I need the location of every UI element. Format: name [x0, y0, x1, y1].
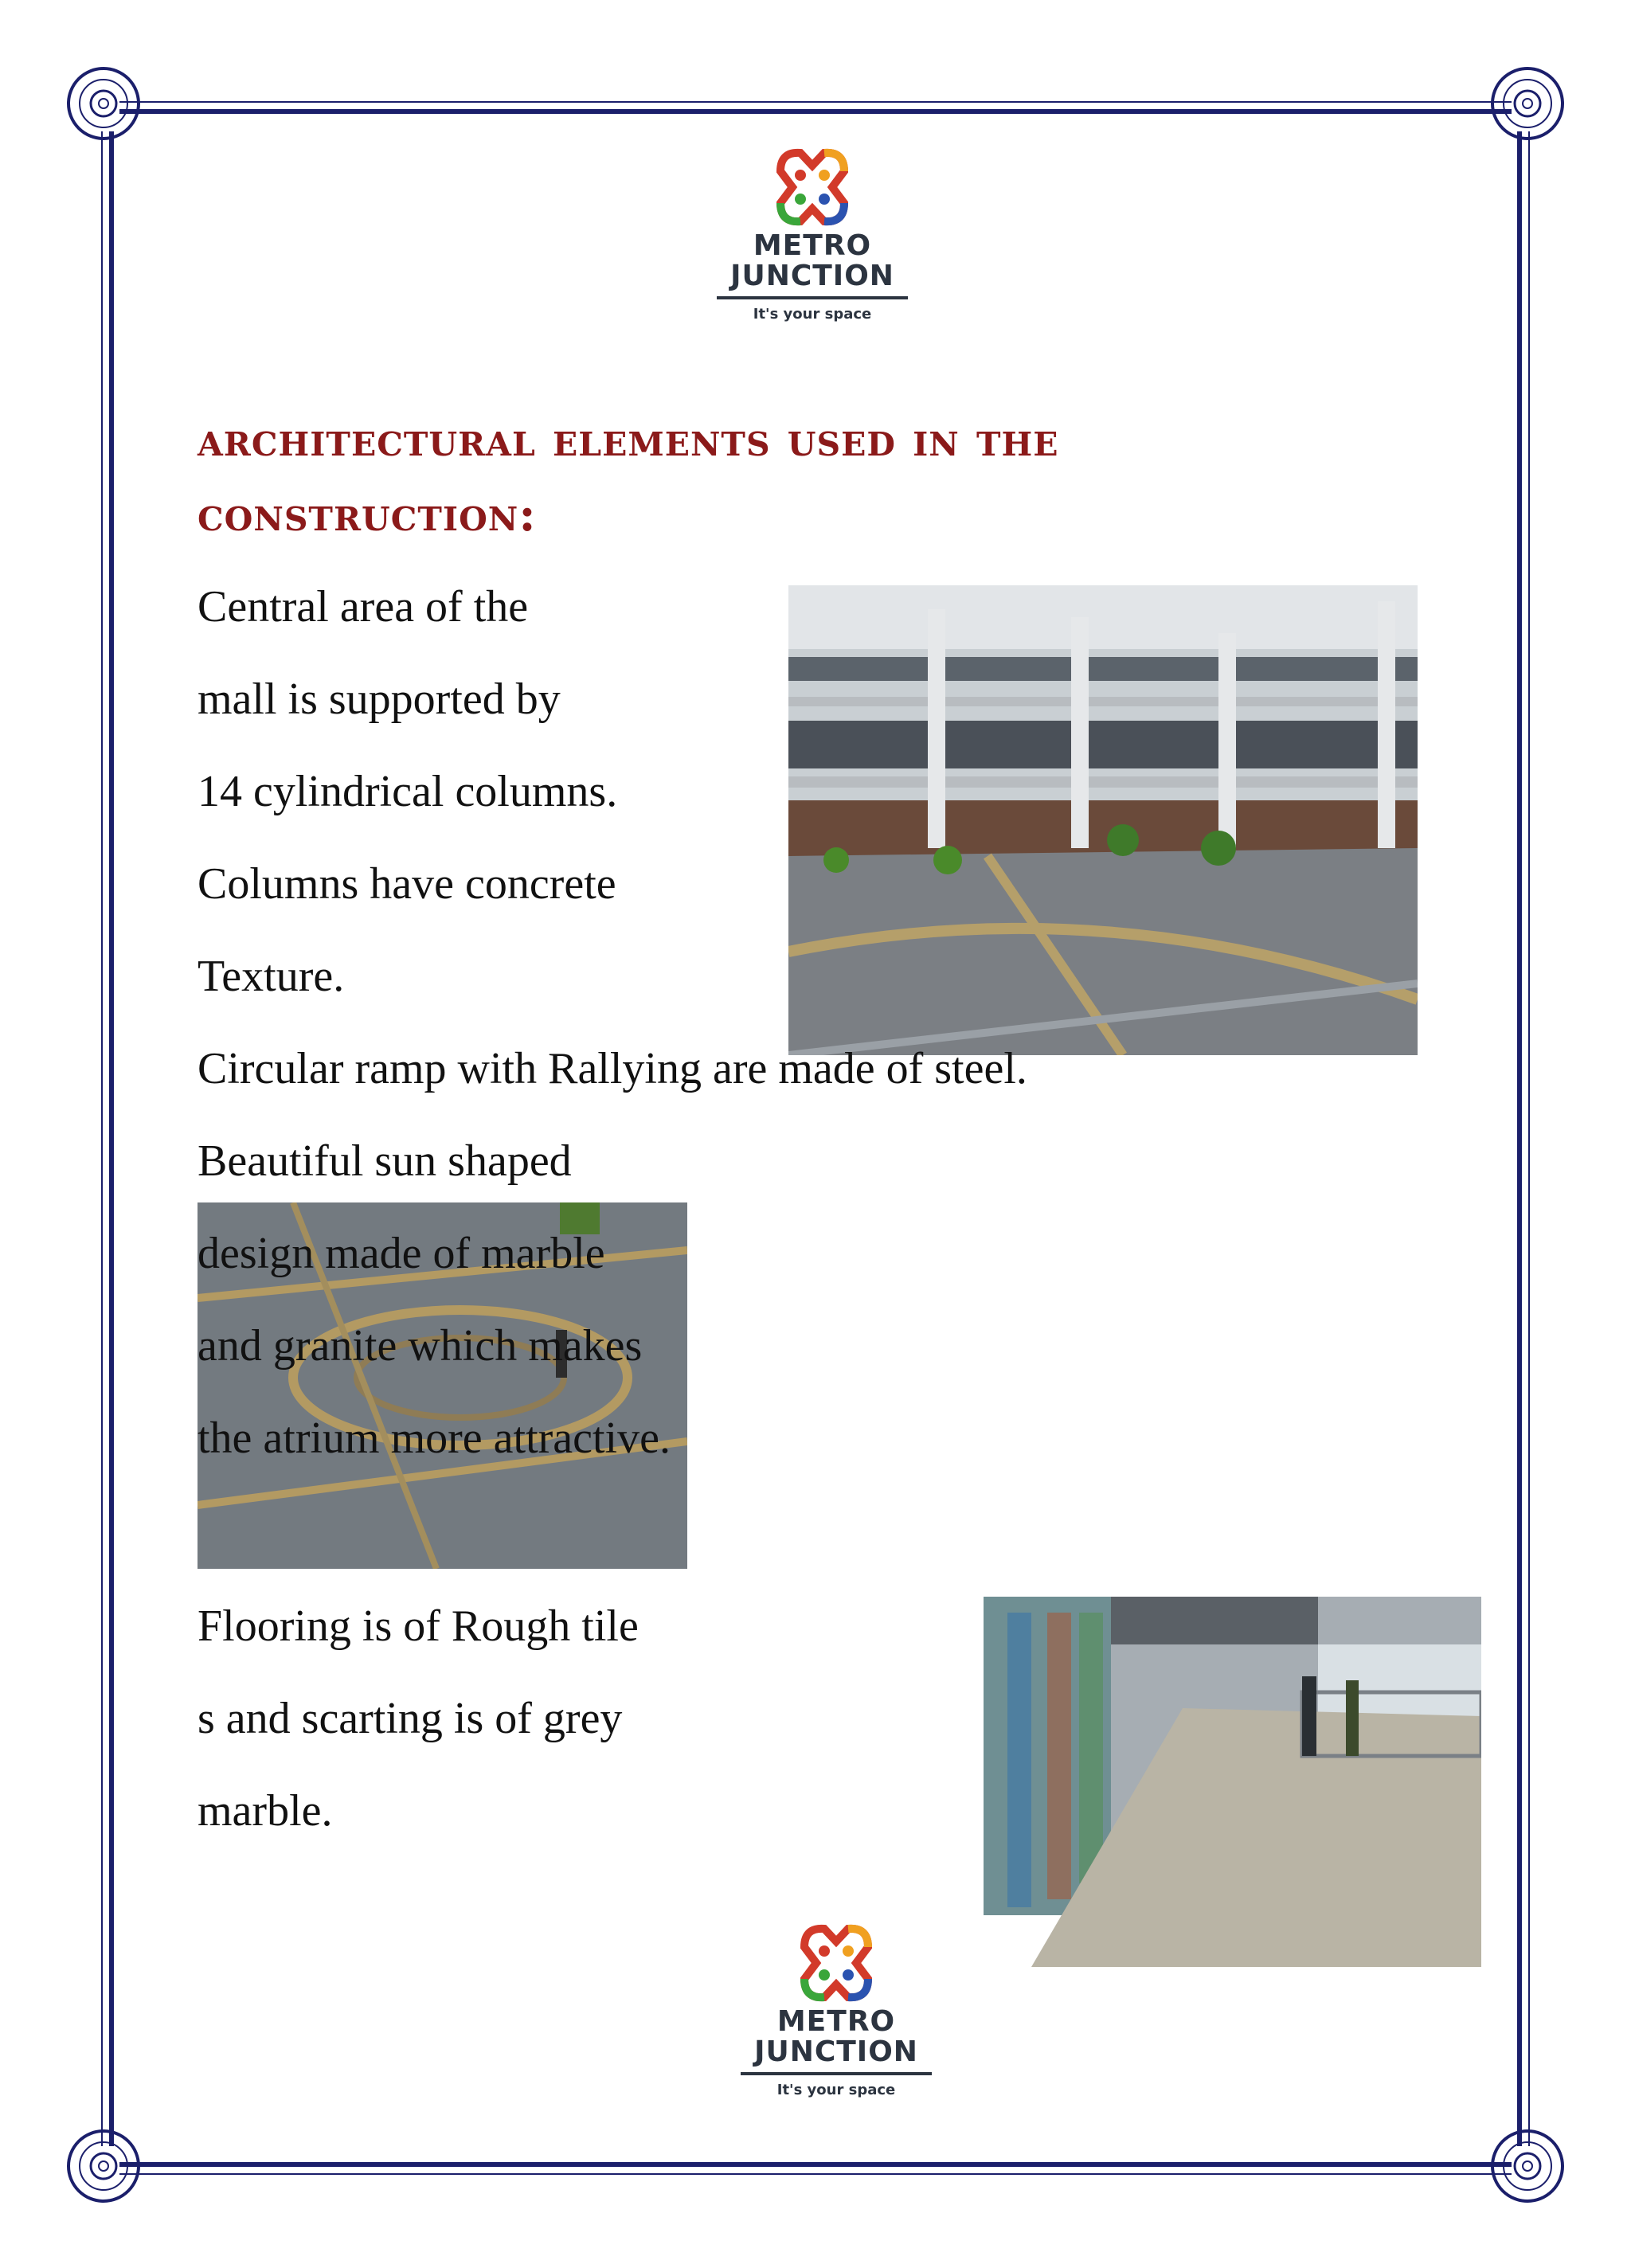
corner-ornament-icon — [1488, 64, 1567, 143]
logo-name-line1: METRO — [753, 229, 872, 262]
metro-junction-logo-icon — [769, 143, 856, 231]
metro-junction-logo-icon — [792, 1919, 880, 2007]
text-line: Circular ramp with Rallying are made of steel. — [198, 1044, 1027, 1093]
page-title-line1: architectural elements used in the — [198, 413, 1059, 467]
logo-name-line2: JUNCTION — [730, 260, 894, 292]
logo-name-line1: METRO — [776, 2005, 896, 2038]
text-line: mall is supported by — [198, 675, 561, 724]
text-line: marble. — [198, 1786, 333, 1836]
corner-ornament-icon — [1488, 2126, 1567, 2206]
text-line: Central area of the — [198, 582, 529, 632]
bottom-logo — [717, 1919, 956, 2098]
corner-ornament-icon — [64, 2126, 143, 2206]
text-line: 14 cylindrical columns. — [198, 767, 618, 816]
text-line: Beautiful sun shaped — [198, 1136, 572, 1186]
text-line: Flooring is of Rough tile — [198, 1601, 639, 1651]
text-line: design made of marble — [198, 1229, 605, 1278]
logo-name-line2: JUNCTION — [754, 2035, 918, 2068]
logo-tagline: It's your space — [776, 2082, 896, 2098]
text-line: Texture. — [198, 952, 345, 1001]
page-title-line2: construction: — [198, 487, 537, 542]
top-logo — [693, 143, 932, 323]
text-line: s and scarting is of grey — [198, 1694, 623, 1743]
logo-divider — [717, 296, 908, 299]
logo-tagline: It's your space — [753, 306, 872, 323]
atrium-photo — [788, 585, 1418, 1055]
logo-divider — [741, 2072, 932, 2075]
text-line: Columns have concrete — [198, 859, 616, 909]
text-line: the atrium more attractive. — [198, 1414, 671, 1463]
corridor-photo — [984, 1597, 1481, 1967]
text-line: and granite which makes — [198, 1321, 643, 1371]
page-title — [198, 402, 1472, 552]
corner-ornament-icon — [64, 64, 143, 143]
